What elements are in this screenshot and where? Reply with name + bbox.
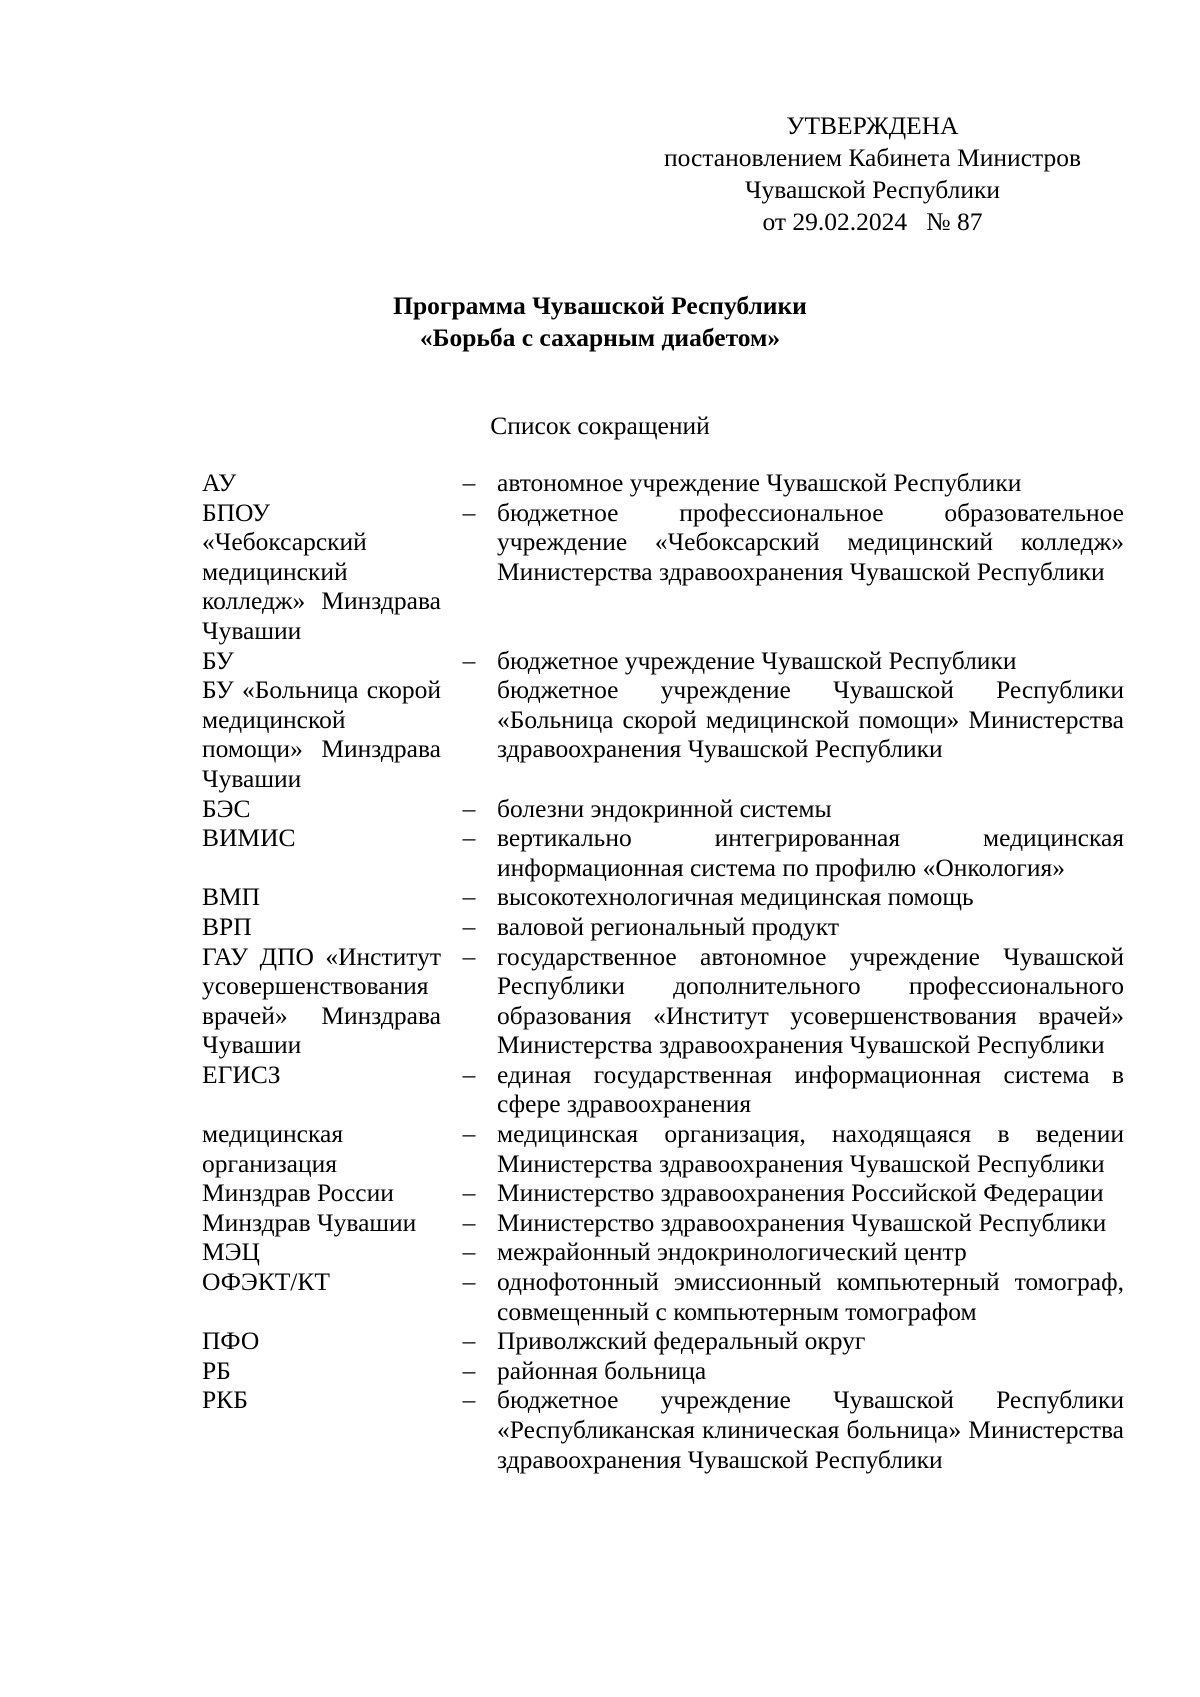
dash: –: [462, 1207, 476, 1237]
dash: –: [462, 645, 476, 675]
list-item: [202, 794, 1124, 824]
abbreviation-term: БУ: [202, 645, 234, 675]
list-item: [202, 1178, 1124, 1208]
abbreviation-definition: однофотонный эмиссионный компьютерный томограф, совмещенный с компьютерным томографом: [497, 1267, 1124, 1326]
dash: –: [462, 497, 476, 527]
dash: –: [462, 793, 476, 823]
abbreviation-definition: бюджетное учреждение Чувашской Республики: [497, 645, 1017, 675]
dash: –: [462, 1267, 476, 1297]
approval-title: УТВЕРЖДЕНА: [786, 111, 959, 140]
list-item: [202, 1385, 1124, 1474]
abbreviation-definition: районная больница: [497, 1355, 707, 1385]
program-title-line-2: «Борьба с сахарным диабетом»: [419, 323, 781, 352]
abbreviation-definition: болезни эндокринной системы: [497, 793, 832, 823]
list-item: [202, 1267, 1124, 1326]
dash: –: [462, 1119, 476, 1149]
approval-line-2: Чувашской Республики: [744, 175, 1001, 204]
abbreviation-term: РКБ: [202, 1385, 248, 1415]
list-item: [202, 1237, 1124, 1267]
abbreviation-term: Минздрав России: [202, 1178, 394, 1208]
list-item: [202, 498, 1124, 646]
dash: –: [462, 1385, 476, 1415]
abbreviation-term: БПОУ «Чебоксарский медицинский колледж» Минздрава Чувашии: [202, 497, 441, 645]
abbreviation-term: РБ: [202, 1355, 231, 1385]
program-title: [0, 290, 1200, 354]
abbreviation-definition: межрайонный эндокринологический центр: [497, 1237, 967, 1267]
abbreviation-definition: бюджетное учреждение Чувашской Республики «Республиканская клиническая больница» Министерства здравоохранения Чувашской Республики: [497, 1385, 1124, 1474]
list-item: [202, 912, 1124, 942]
abbreviation-definition: Министерство здравоохранения Чувашской Республики: [497, 1207, 1107, 1237]
list-item: [202, 675, 1124, 793]
abbreviation-term: ВИМИС: [202, 823, 296, 853]
dash: –: [462, 911, 476, 941]
abbreviation-definition: вертикально интегрированная медицинская информационная система по профилю «Онкология»: [497, 823, 1124, 882]
abbreviation-term: ГАУ ДПО «Институт усовершенствования врачей» Минздрава Чувашии: [202, 941, 441, 1060]
abbreviation-term: БЭС: [202, 793, 251, 823]
abbreviation-term: БУ «Больница скорой медицинской помощи» Минздрава Чувашии: [202, 675, 441, 793]
dash: –: [462, 468, 476, 497]
abbreviations-heading-text: Список сокращений: [490, 411, 710, 440]
approval-stamp: [620, 110, 1125, 238]
dash: –: [462, 882, 476, 912]
abbreviation-definition: автономное учреждение Чувашской Республики: [497, 468, 1022, 497]
abbreviation-definition: государственное автономное учреждение Чувашской Республики дополнительного профессионального образования «Институт усовершенствования врачей» Министерства здравоохранения Чувашской Республики: [497, 941, 1124, 1060]
list-item: [202, 882, 1124, 912]
abbreviation-term: Минздрав Чувашии: [202, 1207, 417, 1237]
abbreviation-definition: высокотехнологичная медицинская помощь: [497, 882, 974, 912]
abbreviation-term: АУ: [202, 468, 237, 497]
list-item: [202, 1119, 1124, 1178]
abbreviation-definition: бюджетное профессиональное образовательное учреждение «Чебоксарский медицинский колледж» Министерства здравоохранения Чувашской Республики: [497, 497, 1124, 586]
abbreviation-term: ВМП: [202, 882, 261, 912]
dash: –: [462, 1059, 476, 1089]
abbreviations-list: [202, 468, 1124, 1474]
dash: –: [462, 1355, 476, 1385]
dash: –: [462, 823, 476, 853]
list-item: [202, 1326, 1124, 1356]
abbreviation-definition: единая государственная информационная система в сфере здравоохранения: [497, 1059, 1124, 1119]
abbreviation-term: ЕГИСЗ: [202, 1059, 281, 1089]
list-item: [202, 1208, 1124, 1238]
dash: –: [462, 941, 476, 971]
approval-line-3: от 29.02.2024 № 87: [762, 207, 983, 236]
list-item: [202, 823, 1124, 882]
list-item: [202, 646, 1124, 676]
abbreviation-definition: медицинская организация, находящаяся в ведении Министерства здравоохранения Чувашской Республики: [497, 1119, 1124, 1178]
abbreviation-definition: бюджетное учреждение Чувашской Республики «Больница скорой медицинской помощи» Министерства здравоохранения Чувашской Республики: [497, 675, 1124, 764]
list-item: [202, 1060, 1124, 1119]
dash: –: [462, 1237, 476, 1267]
list-item: [202, 468, 1124, 498]
list-item: [202, 1356, 1124, 1386]
approval-line-1: постановлением Кабинета Министров: [663, 143, 1082, 172]
dash: –: [462, 1326, 476, 1356]
program-title-line-1: Программа Чувашской Республики: [393, 291, 807, 320]
abbreviation-term: МЭЦ: [202, 1237, 260, 1267]
abbreviation-term: ПФО: [202, 1326, 260, 1356]
abbreviation-term: ВРП: [202, 911, 252, 941]
dash: –: [462, 1178, 476, 1208]
abbreviation-term: ОФЭКТ/КТ: [202, 1267, 330, 1297]
abbreviations-heading: [0, 410, 1200, 442]
list-item: [202, 942, 1124, 1060]
abbreviation-definition: Приволжский федеральный округ: [497, 1326, 866, 1356]
abbreviation-definition: Министерство здравоохранения Российской Федерации: [497, 1178, 1104, 1208]
abbreviation-definition: валовой региональный продукт: [497, 911, 839, 941]
abbreviation-term: медицинская организация: [202, 1119, 344, 1178]
